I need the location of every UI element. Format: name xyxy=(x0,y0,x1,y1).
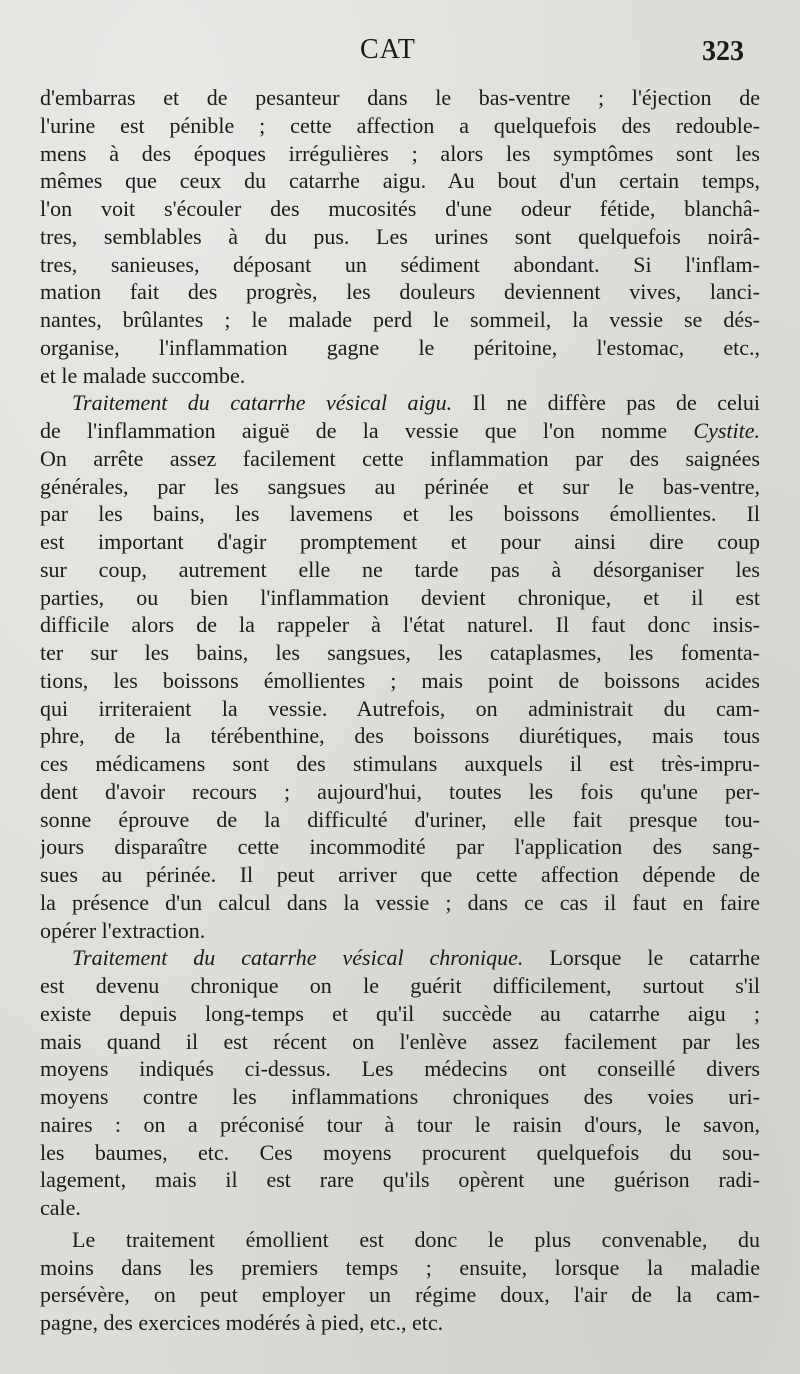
text-line: phre, de la térébenthine, des boissons diurétiques, mais tous xyxy=(40,723,760,749)
paragraph-acute-treatment-start xyxy=(40,389,760,417)
section-heading-chronic: Traitement du catarrhe vésical chronique. xyxy=(72,945,524,971)
text-line: ces médicamens sont des stimulans auxquels il est très-impru- xyxy=(40,751,760,776)
text-line: moyens indiqués ci-dessus. Les médecins ont conseillé divers xyxy=(40,1056,760,1082)
text-line: tres, sanieuses, déposant un sédiment abondant. Si l'inflam- xyxy=(40,251,760,277)
text-line: la présence d'un calcul dans la vessie ; dans ce cas il faut en faire xyxy=(40,889,760,915)
text-line: tions, les boissons émollientes ; mais point de boissons acides xyxy=(40,667,760,693)
text-line: mêmes que ceux du catarrhe aigu. Au bout d'un certain temps, xyxy=(40,168,760,194)
text-line: et le malade succombe. xyxy=(40,362,246,388)
text-line: d'embarras et de pesanteur dans le bas-ventre ; l'éjection de xyxy=(40,85,760,110)
text-line: dent d'avoir recours ; aujourd'hui, toutes les fois qu'une per- xyxy=(40,778,760,804)
text-line: l'on voit s'écouler des mucosités d'une odeur fétide, blanchâ- xyxy=(40,196,760,221)
text-line: est devenu chronique on le guérit difficilement, surtout s'il xyxy=(40,973,760,998)
body-text xyxy=(40,84,760,1337)
text-line: qui irriteraient la vessie. Autrefois, on administrait du cam- xyxy=(40,695,760,721)
text-line: est important d'agir promptement et pour ainsi dire coup xyxy=(40,529,760,554)
text-line: parties, ou bien l'inflammation devient chronique, et il est xyxy=(40,584,760,610)
text-line: les baumes, etc. Ces moyens procurent quelquefois du sou- xyxy=(40,1139,760,1165)
text-line: On arrête assez facilement cette inflammation par des saignées xyxy=(40,445,760,471)
text-line xyxy=(40,417,760,445)
text-line: naires : on a préconisé tour à tour le raisin d'ours, le savon, xyxy=(40,1111,760,1137)
text-line: opérer l'extraction. xyxy=(40,917,206,943)
text-fragment: Il ne diffère pas de celui xyxy=(472,390,760,416)
term-cystite: Cystite. xyxy=(693,418,760,443)
text-line: sues au périnée. Il peut arriver que cette affection dépende de xyxy=(40,862,760,887)
text-line: moins dans les premiers temps ; ensuite, lorsque la maladie xyxy=(40,1254,760,1280)
paragraph-chronic-treatment-start xyxy=(40,944,760,972)
text-line: par les bains, les lavemens et les boissons émollientes. Il xyxy=(40,501,760,527)
text-fragment: Lorsque le catarrhe xyxy=(549,945,760,971)
text-line: tres, semblables à du pus. Les urines sont quelquefois noirâ- xyxy=(40,223,760,249)
text-line: difficile alors de la rappeler à l'état naturel. Il faut donc insis- xyxy=(40,612,760,638)
text-line: Le traitement émollient est donc le plus convenable, du xyxy=(72,1226,760,1252)
text-line: ter sur les bains, les sangsues, les cataplasmes, les fomenta- xyxy=(40,640,760,665)
text-line: mais quand il est récent on l'enlève assez facilement par les xyxy=(40,1028,760,1054)
text-line: moyens contre les inflammations chroniques des voies uri- xyxy=(40,1084,760,1109)
text-line: pagne, des exercices modérés à pied, etc., etc. xyxy=(40,1310,444,1335)
text-line: l'urine est pénible ; cette affection a quelquefois des redouble- xyxy=(40,112,760,138)
page-number: 323 xyxy=(702,36,744,67)
text-line: mation fait des progrès, les douleurs deviennent vives, lanci- xyxy=(40,279,760,305)
text-line: persévère, on peut employer un régime doux, l'air de la cam- xyxy=(40,1282,760,1308)
text-line: lagement, mais il est rare qu'ils opèrent une guérison radi- xyxy=(40,1167,760,1193)
text-line: sonne éprouve de la difficulté d'uriner, elle fait presque tou- xyxy=(40,806,760,832)
text-fragment: de l'inflammation aiguë de la vessie que l'on nomme xyxy=(40,418,668,443)
running-head: CAT xyxy=(360,34,416,65)
text-line: organise, l'inflammation gagne le péritoine, l'estomac, etc., xyxy=(40,334,760,360)
text-line: sur coup, autrement elle ne tarde pas à désorganiser les xyxy=(40,556,760,582)
section-heading-acute: Traitement du catarrhe vésical aigu. xyxy=(72,390,453,416)
text-line: existe depuis long-temps et qu'il succède au catarrhe aigu ; xyxy=(40,1000,760,1026)
text-line: nantes, brûlantes ; le malade perd le sommeil, la vessie se dés- xyxy=(40,307,760,332)
text-line: générales, par les sangsues au périnée et sur le bas-ventre, xyxy=(40,473,760,499)
text-line: jours disparaître cette incommodité par l'application des sang- xyxy=(40,834,760,860)
page-header xyxy=(0,30,800,70)
text-line: cale. xyxy=(40,1195,81,1220)
text-line: mens à des époques irrégulières ; alors les symptômes sont les xyxy=(40,140,760,166)
